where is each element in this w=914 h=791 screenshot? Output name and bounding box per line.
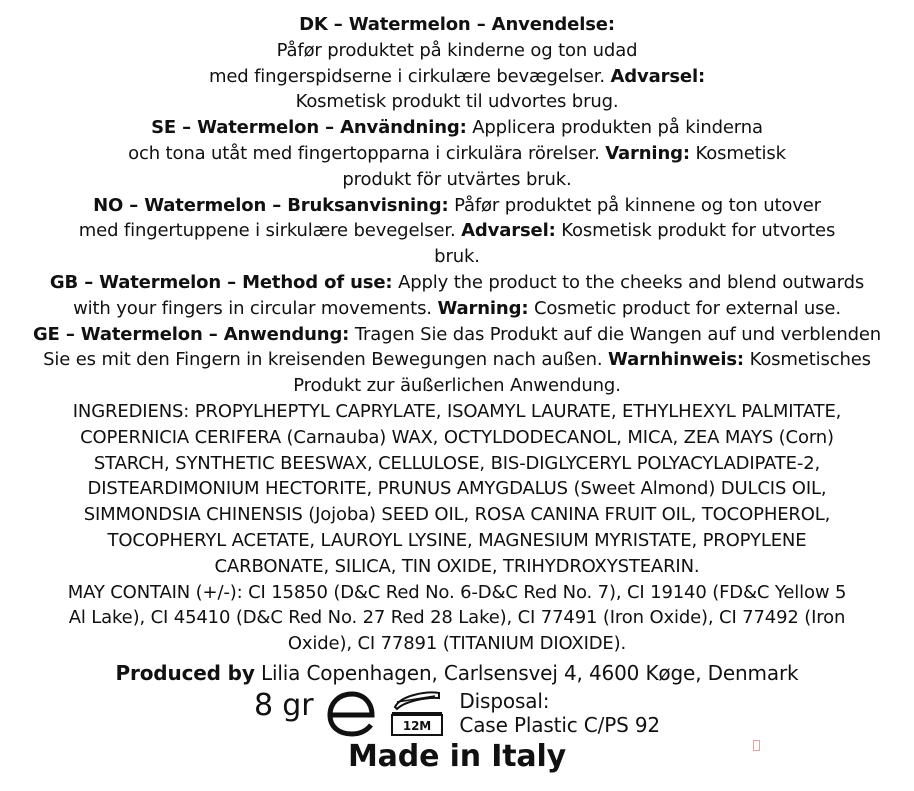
ingredients-line: CARBONATE, SILICA, TIN OXIDE, TRIHYDROXYSTEARIN.: [214, 555, 700, 577]
disposal-text: Case Plastic C/PS 92: [459, 712, 661, 737]
se-line-1: SE – Watermelon – Användning: Applicera produkten på kinderna: [151, 117, 763, 139]
ge-line-3: Produkt zur äußerlichen Anwendung.: [293, 375, 621, 397]
dk-line-1: Påfør produktet på kinderne og ton udad: [276, 39, 638, 61]
may-contain-line: Al Lake), CI 45410 (D&C Red No. 27 Red 28 Lake), CI 77491 (Iron Oxide), CI 77492 (Iron: [68, 607, 846, 629]
no-line-3: bruk.: [434, 246, 480, 268]
dk-line-2: med fingerspidserne i cirkulære bevægelser. Advarsel:: [208, 65, 706, 87]
small-mark: [753, 740, 760, 751]
ingredients-line: INGREDIENS: PROPYLHEPTYL CAPRYLATE, ISOAMYL LAURATE, ETHYLHEXYL PALMITATE,: [72, 400, 842, 422]
dk-line-3: Kosmetisk produkt til udvortes brug.: [295, 91, 619, 113]
ingredients-line: SIMMONDSIA CHINENSIS (Jojoba) SEED OIL, ROSA CANINA FRUIT OIL, TOCOPHEROL,: [83, 504, 831, 526]
dk-line-head: DK – Watermelon – Anvendelse:: [299, 14, 615, 35]
pao-label: 12M: [403, 718, 432, 733]
ingredients-line: COPERNICIA CERIFERA (Carnauba) WAX, OCTYLDODECANOL, MICA, ZEA MAYS (Corn): [80, 426, 834, 448]
disposal-label: Disposal:: [459, 688, 550, 713]
no-line-1: NO – Watermelon – Bruksanvisning: Påfør produktet på kinnene og ton utover: [93, 194, 821, 216]
net-weight: 8 gr: [253, 687, 314, 723]
produced-by: Produced by Lilia Copenhagen, Carlsensvej 4, 4600 Køge, Denmark: [115, 660, 799, 685]
no-line-2: med fingertuppene i sirkulære bevegelser. Advarsel: Kosmetisk produkt for utvortes: [78, 220, 836, 242]
may-contain-line: Oxide), CI 77891 (TITANIUM DIOXIDE).: [287, 633, 627, 655]
ge-line-1: GE – Watermelon – Anwendung: Tragen Sie das Produkt auf die Wangen auf und verblenden: [32, 323, 882, 345]
ingredients-line: TOCOPHERYL ACETATE, LAUROYL LYSINE, MAGNESIUM MYRISTATE, PROPYLENE: [107, 529, 807, 551]
open-jar-icon: [387, 689, 445, 739]
ge-line-2: Sie es mit den Fingern in kreisenden Bewegungen nach außen. Warnhinweis: Kosmetisches: [43, 349, 871, 371]
gb-line-1: GB – Watermelon – Method of use: Apply the product to the cheeks and blend outwards: [49, 271, 865, 293]
ingredients-line: DISTEARDIMONIUM HECTORITE, PRUNUS AMYGDALUS (Sweet Almond) DULCIS OIL,: [87, 478, 827, 500]
e-mark-icon: [325, 689, 379, 737]
may-contain-line: MAY CONTAIN (+/-): CI 15850 (D&C Red No. 6-D&C Red No. 7), CI 19140 (FD&C Yellow 5: [67, 581, 847, 603]
ingredients-line: STARCH, SYNTHETIC BEESWAX, CELLULOSE, BIS-DIGLYCERYL POLYACYLADIPATE-2,: [93, 452, 821, 474]
disposal-info: [459, 689, 660, 737]
se-line-3: produkt för utvärtes bruk.: [342, 168, 572, 190]
made-in: Made in Italy: [347, 738, 567, 774]
symbols-row: [4, 689, 910, 739]
se-line-2: och tona utåt med fingertopparna i cirkulära rörelser. Varning: Kosmetisk: [128, 142, 786, 164]
gb-line-2: with your fingers in circular movements. Warning: Cosmetic product for external use.: [73, 297, 841, 319]
